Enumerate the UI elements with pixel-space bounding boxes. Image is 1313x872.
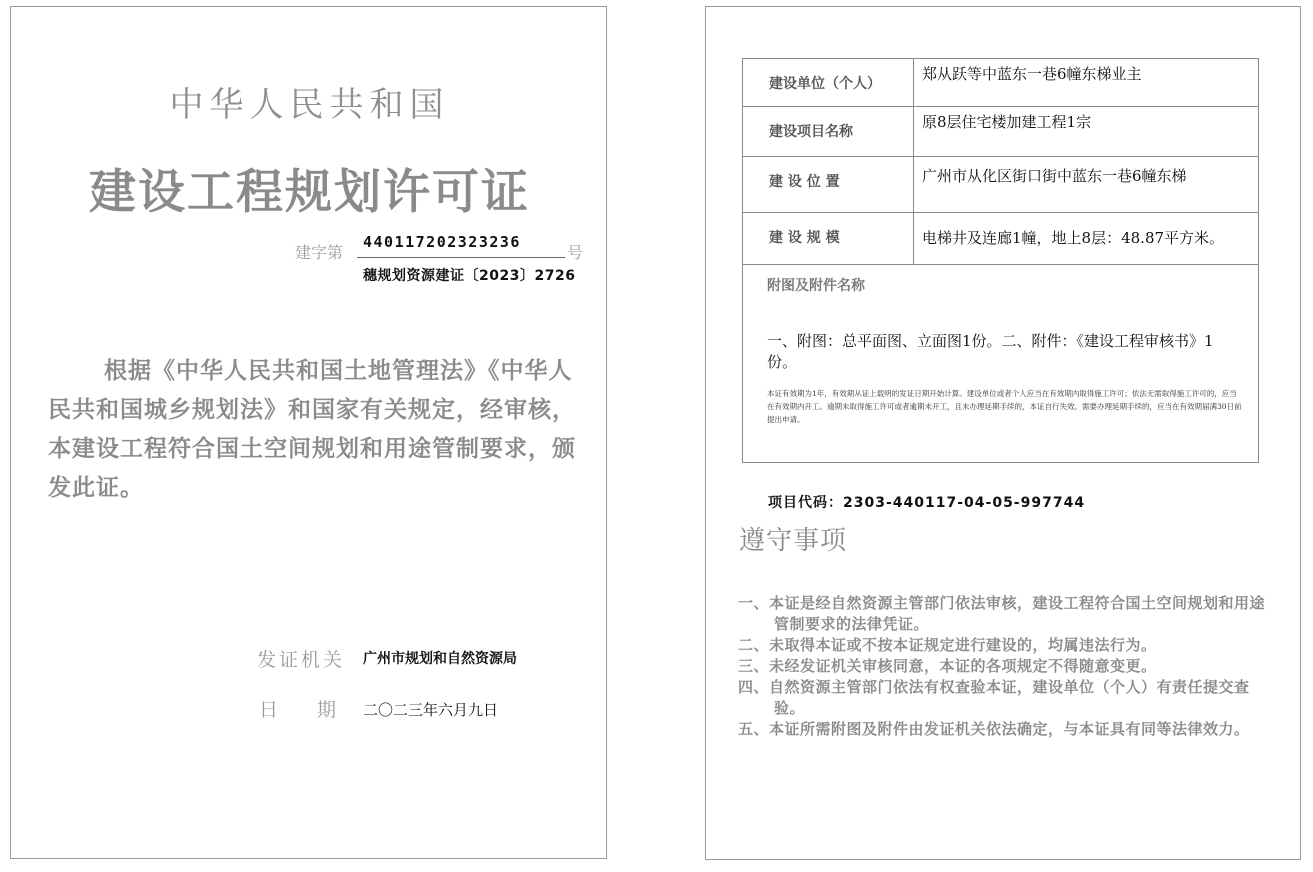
permit-number-prefix: 建字第 — [295, 243, 344, 262]
permit-secondary-number: 穗规划资源建证〔2023〕2726 — [363, 268, 576, 284]
project-info-table — [742, 58, 1259, 463]
rules-title: 遵守事项 — [739, 526, 848, 556]
issue-date: 二〇二三年六月九日 — [363, 701, 499, 719]
row-label: 建设项目名称 — [743, 107, 914, 157]
permit-number: 440117202323236 — [363, 233, 521, 251]
permit-number-underline — [357, 257, 565, 258]
list-item: 二、未取得本证或不按本证规定进行建设的，均属违法行为。 — [738, 636, 1157, 654]
row-value: 原8层住宅楼加建工程1宗 — [914, 107, 1259, 157]
list-item: 四、自然资源主管部门依法有权查验本证，建设单位（个人）有责任提交查验。 — [738, 678, 1250, 717]
issuer-label: 发证机关 — [257, 649, 346, 671]
row-value: 郑从跃等中蓝东一巷6幢东梯业主 — [914, 59, 1259, 107]
validity-note: 本证有效期为1年，有效期从证上载明的发证日期开始计算。建设单位或者个人应当在有效期内取得施工许可；依法无需取得施工许可的，应当在有效期内开工。逾期未取得施工许可或者逾期未开工，且未办理延期手续的，本证自行失效。需要办理延期手续的，应当在有效期届满30日前提出申请。 — [767, 389, 1242, 424]
table-row — [743, 59, 1259, 107]
table-row — [743, 265, 1259, 463]
project-code: 项目代码：2303-440117-04-05-997744 — [768, 495, 1086, 511]
rules-list — [738, 593, 1278, 740]
table-row — [743, 157, 1259, 213]
legal-basis-text: 根据《中华人民共和国土地管理法》《中华人民共和国城乡规划法》和国家有关规定，经审核，本建设工程符合国土空间规划和用途管制要求，颁发此证。 — [48, 358, 576, 501]
permit-cover-page — [10, 6, 607, 859]
country-heading: 中华人民共和国 — [169, 85, 450, 125]
row-label: 建 设 规 模 — [743, 213, 914, 265]
date-label-second: 期 — [317, 699, 337, 721]
table-row — [743, 107, 1259, 157]
issuer-name: 广州市规划和自然资源局 — [363, 651, 517, 667]
table-row — [743, 213, 1259, 265]
attachments-cell — [743, 265, 1259, 463]
row-label: 建设单位（个人） — [743, 59, 914, 107]
list-item: 一、本证是经自然资源主管部门依法审核，建设工程符合国土空间规划和用途管制要求的法律凭证。 — [738, 594, 1266, 633]
date-label-first: 日 — [259, 699, 279, 721]
attachments-label: 附图及附件名称 — [767, 278, 865, 294]
attachments-text: 一、附图：总平面图、立面图1份。二、附件：《建设工程审核书》1份。 — [767, 332, 1214, 371]
permit-details-page — [705, 6, 1301, 860]
permit-number-suffix: 号 — [567, 243, 584, 262]
row-label: 建 设 位 置 — [743, 157, 914, 213]
permit-title: 建设工程规划许可证 — [89, 165, 530, 220]
list-item: 三、未经发证机关审核同意，本证的各项规定不得随意变更。 — [738, 657, 1157, 675]
list-item: 五、本证所需附图及附件由发证机关依法确定，与本证具有同等法律效力。 — [738, 720, 1250, 738]
row-value: 电梯井及连廊1幢，地上8层：48.87平方米。 — [914, 213, 1259, 265]
row-value: 广州市从化区街口街中蓝东一巷6幢东梯 — [914, 157, 1259, 213]
